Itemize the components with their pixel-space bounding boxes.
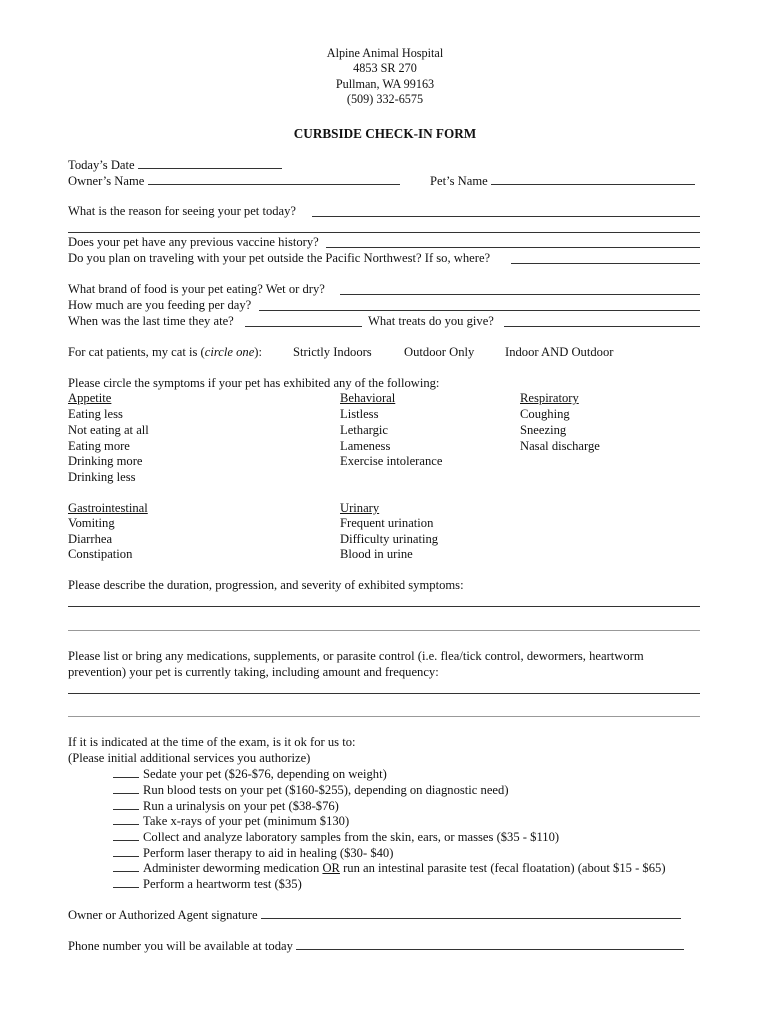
signature-field[interactable]	[261, 908, 681, 919]
pet-label: Pet’s Name	[430, 174, 695, 188]
meds-label-line1: Please list or bring any medications, supplements, or parasite control (i.e. flea/tick control, dewormers, heartworm	[68, 649, 644, 663]
behavioral-heading: Behavioral	[340, 391, 396, 405]
meds-field-line1[interactable]	[68, 693, 700, 694]
initial-blank[interactable]	[113, 830, 139, 841]
service-laser: Perform laser therapy to aid in healing ($30- $40)	[113, 846, 393, 860]
cat-option-outdoor[interactable]: Outdoor Only	[404, 345, 475, 359]
services-note: (Please initial additional services you authorize)	[68, 751, 311, 765]
describe-label: Please describe the duration, progression, and severity of exhibited symptoms:	[68, 578, 464, 592]
amount-field[interactable]	[259, 310, 700, 311]
clinic-street: 4853 SR 270	[353, 61, 417, 75]
urinary-heading: Urinary	[340, 501, 380, 515]
amount-label: How much are you feeding per day?	[68, 298, 252, 312]
owner-name-field[interactable]	[148, 174, 400, 185]
symptom-item[interactable]: Not eating at all	[68, 423, 149, 437]
symptom-item[interactable]: Drinking more	[68, 454, 143, 468]
symptom-item[interactable]: Lameness	[340, 439, 391, 453]
initial-blank[interactable]	[113, 783, 139, 794]
food-field[interactable]	[340, 294, 700, 295]
service-xrays: Take x-rays of your pet (minimum $130)	[113, 814, 349, 828]
travel-label: Do you plan on traveling with your pet outside the Pacific Northwest? If so, where?	[68, 251, 491, 265]
date-field[interactable]	[138, 158, 282, 169]
clinic-name: Alpine Animal Hospital	[326, 46, 444, 60]
date-label: Today’s Date	[68, 158, 282, 172]
meds-label-line2: prevention) your pet is currently taking, including amount and frequency:	[68, 665, 439, 679]
travel-field[interactable]	[511, 263, 700, 264]
symptom-item[interactable]: Frequent urination	[340, 516, 434, 530]
symptoms-intro: Please circle the symptoms if your pet has exhibited any of the following:	[68, 376, 440, 390]
vaccine-field[interactable]	[326, 247, 700, 248]
service-blood-tests: Run blood tests on your pet ($160-$255), depending on diagnostic need)	[113, 783, 509, 797]
phone-label: Phone number you will be available at today	[68, 939, 684, 953]
service-sedate: Sedate your pet ($26-$76, depending on weight)	[113, 767, 387, 781]
initial-blank[interactable]	[113, 861, 139, 872]
symptom-item[interactable]: Sneezing	[520, 423, 567, 437]
initial-blank[interactable]	[113, 877, 139, 888]
clinic-city: Pullman, WA 99163	[335, 77, 435, 91]
clinic-phone: (509) 332-6575	[346, 92, 424, 106]
reason-field[interactable]	[312, 216, 700, 217]
treats-field[interactable]	[504, 326, 700, 327]
signature-label: Owner or Authorized Agent signature	[68, 908, 681, 922]
owner-label: Owner’s Name	[68, 174, 400, 188]
meds-field-line2[interactable]	[68, 716, 700, 717]
symptom-item[interactable]: Vomiting	[68, 516, 115, 530]
reason-field-line2[interactable]	[68, 232, 700, 233]
form-title: CURBSIDE CHECK-IN FORM	[293, 126, 477, 141]
cat-option-indoors[interactable]: Strictly Indoors	[293, 345, 372, 359]
respiratory-heading: Respiratory	[520, 391, 579, 405]
describe-field-line1[interactable]	[68, 606, 700, 607]
symptom-item[interactable]: Difficulty urinating	[340, 532, 439, 546]
initial-blank[interactable]	[113, 814, 139, 825]
services-intro: If it is indicated at the time of the exam, is it ok for us to:	[68, 735, 356, 749]
symptom-item[interactable]: Eating more	[68, 439, 130, 453]
symptom-item[interactable]: Exercise intolerance	[340, 454, 443, 468]
symptom-item[interactable]: Diarrhea	[68, 532, 113, 546]
reason-label: What is the reason for seeing your pet today?	[68, 204, 297, 218]
treats-label: What treats do you give?	[368, 314, 494, 328]
pet-name-field[interactable]	[491, 174, 695, 185]
cat-question: For cat patients, my cat is (circle one):	[68, 345, 262, 359]
appetite-heading: Appetite	[68, 391, 112, 405]
symptom-item[interactable]: Constipation	[68, 547, 133, 561]
phone-field[interactable]	[296, 939, 684, 950]
symptom-item[interactable]: Coughing	[520, 407, 570, 421]
initial-blank[interactable]	[113, 846, 139, 857]
gastro-heading: Gastrointestinal	[68, 501, 148, 515]
last-ate-field[interactable]	[245, 326, 362, 327]
service-lab-samples: Collect and analyze laboratory samples from the skin, ears, or masses ($35 - $110)	[113, 830, 559, 844]
symptom-item[interactable]: Blood in urine	[340, 547, 413, 561]
describe-field-line2[interactable]	[68, 630, 700, 631]
initial-blank[interactable]	[113, 767, 139, 778]
food-label: What brand of food is your pet eating? Wet or dry?	[68, 282, 325, 296]
symptom-item[interactable]: Drinking less	[68, 470, 136, 484]
cat-option-both[interactable]: Indoor AND Outdoor	[505, 345, 614, 359]
symptom-item[interactable]: Eating less	[68, 407, 123, 421]
last-ate-label: When was the last time they ate?	[68, 314, 234, 328]
initial-blank[interactable]	[113, 799, 139, 810]
symptom-item[interactable]: Listless	[340, 407, 379, 421]
symptom-item[interactable]: Nasal discharge	[520, 439, 600, 453]
service-heartworm: Perform a heartworm test ($35)	[113, 877, 302, 891]
vaccine-label: Does your pet have any previous vaccine history?	[68, 235, 319, 249]
service-urinalysis: Run a urinalysis on your pet ($38-$76)	[113, 799, 339, 813]
service-deworming: Administer deworming medication OR run an intestinal parasite test (fecal floatation) (about $15 - $65)	[113, 861, 666, 875]
symptom-item[interactable]: Lethargic	[340, 423, 389, 437]
